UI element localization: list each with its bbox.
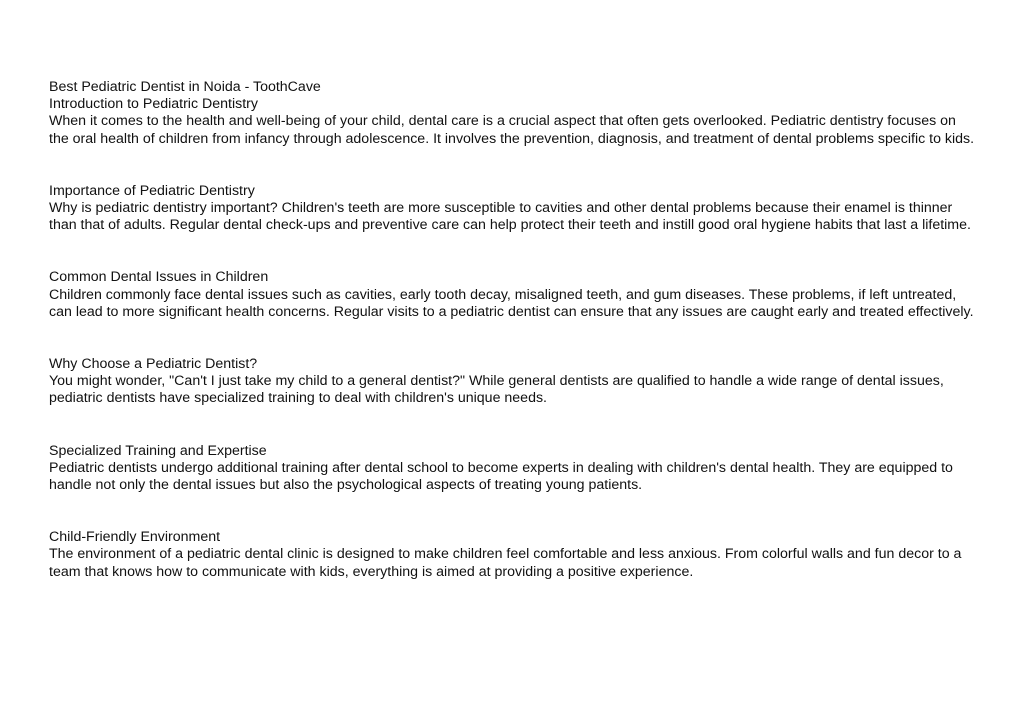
document-title: Best Pediatric Dentist in Noida - ToothCave (49, 79, 321, 95)
section-why-choose (49, 356, 979, 408)
section-spacer (49, 148, 979, 183)
section-body: When it comes to the health and well-being of your child, dental care is a crucial aspect that often gets overlooked. Pediatric dentistry focuses on the oral health of children from infancy through adolescence. It involves the prevention, diagnosis, and treatment of dental problems specific to kids. (49, 113, 975, 147)
section-heading: Introduction to Pediatric Dentistry (49, 96, 258, 113)
section-body: Children commonly face dental issues such as cavities, early tooth decay, misaligned teeth, and gum diseases. These problems, if left untreated, can lead to more significant health concerns. Regular visits to a pediatric dentist can ensure that any issues are caught early and treated effectively. (49, 286, 974, 320)
section-spacer (49, 321, 979, 356)
section-common-issues (49, 269, 979, 321)
document (49, 79, 979, 581)
section-specialized-training (49, 443, 979, 495)
section-child-friendly (49, 529, 979, 581)
section-body: Pediatric dentists undergo additional training after dental school to become experts in dealing with children's dental health. They are equipped to handle not only the dental issues but also the psychological aspects of treating young patients. (49, 459, 953, 494)
section-body: The environment of a pediatric dental clinic is designed to make children feel comfortable and less anxious. From colorful walls and fun decor to a team that knows how to communicate with kids, everything is aimed at providing a positive experience. (49, 546, 962, 580)
section-heading: Specialized Training and Expertise (49, 442, 267, 459)
section-body: Why is pediatric dentistry important? Children's teeth are more susceptible to cavities and other dental problems because their enamel is thinner than that of adults. Regular dental check-ups and preventive care can help protect their teeth and instill good oral hygiene habits that last a lifetime. (49, 200, 971, 234)
section-heading: Common Dental Issues in Children (49, 269, 269, 286)
section-spacer (49, 408, 979, 443)
section-spacer (49, 494, 979, 529)
section-heading: Child-Friendly Environment (49, 529, 221, 546)
section-heading: Importance of Pediatric Dentistry (49, 182, 255, 199)
section-introduction (49, 96, 979, 148)
section-body: You might wonder, "Can't I just take my child to a general dentist?" While general dentists are qualified to handle a wide range of dental issues, pediatric dentists have specialized training to deal with children's unique needs. (49, 373, 944, 407)
section-heading: Why Choose a Pediatric Dentist? (49, 356, 258, 373)
section-importance (49, 183, 979, 235)
section-spacer (49, 234, 979, 269)
